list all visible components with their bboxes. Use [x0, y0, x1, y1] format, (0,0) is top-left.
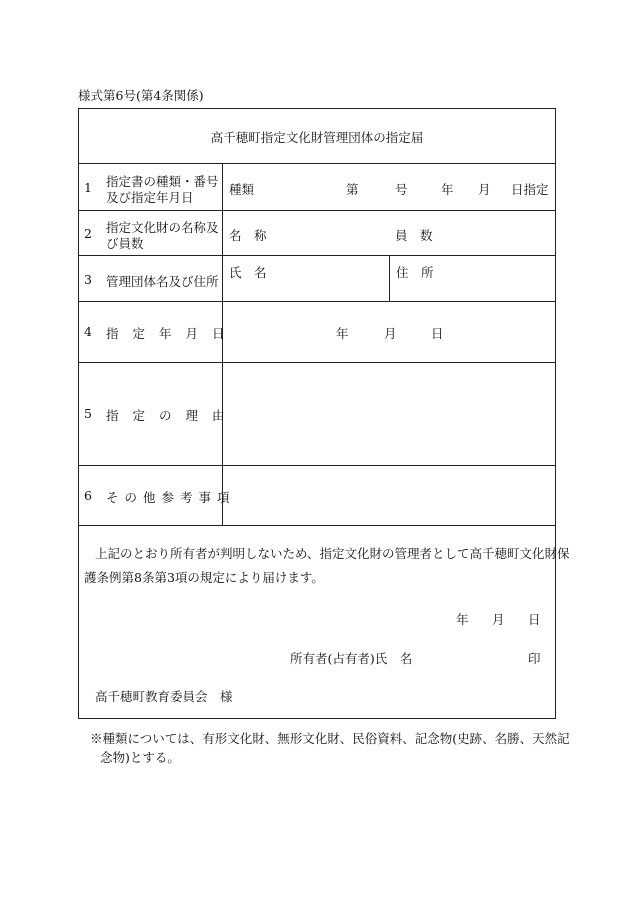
row-1-year-label: 年	[441, 182, 454, 197]
footnote-line2: 念物)とする。	[100, 750, 180, 765]
row-6-number: 6	[84, 488, 92, 503]
row-1-month-label: 月	[478, 182, 491, 197]
row-4-number: 4	[84, 324, 92, 339]
row-3-person-label: 氏 名	[229, 265, 267, 280]
row-1-label-line2: 及び指定年月日	[106, 190, 194, 205]
row-5-number: 5	[84, 406, 92, 421]
row-1-kind-label: 種類	[229, 182, 255, 197]
footnote-line1: ※種類については、有形文化財、無形文化財、民俗資料、記念物(史跡、名勝、天然記	[90, 731, 570, 746]
row-1-label-line1: 指定書の種類・番号	[106, 174, 219, 189]
statement-line1: 上記のとおり所有者が判明しないため、指定文化財の管理者として高千穂町文化財保	[95, 546, 570, 561]
row-1-dai-label: 第	[346, 182, 359, 197]
statement-date-day: 日	[528, 612, 541, 627]
row-4-day-label: 日	[431, 326, 444, 341]
row-1-go-label: 号	[395, 182, 408, 197]
row-4-year-label: 年	[336, 326, 349, 341]
row-2-label-line1: 指定文化財の名称及	[106, 220, 219, 235]
form-reference: 様式第6号(第4条関係)	[78, 88, 204, 103]
row-3-label: 管理団体名及び住所	[106, 274, 219, 289]
row-4-month-label: 月	[384, 326, 397, 341]
form-title: 高千穂町指定文化財管理団体の指定届	[210, 130, 424, 145]
row-1-number: 1	[84, 180, 92, 195]
row-4-label: 指定年月日	[106, 326, 239, 341]
row-2-label-line2: び員数	[106, 236, 144, 251]
row-6-label: その他参考事項	[106, 490, 236, 505]
row-3-address-label: 住 所	[396, 265, 434, 280]
row-2-count-label: 員 数	[395, 228, 433, 243]
owner-label: 所有者(占有者)氏 名	[290, 651, 413, 666]
addressee: 高千穂町教育委員会 様	[95, 689, 233, 704]
row-1-day-designation-label: 日指定	[511, 182, 549, 197]
row-5-label: 指定の理由	[106, 408, 239, 423]
statement-date-month: 月	[492, 612, 505, 627]
row-2-number: 2	[84, 226, 92, 241]
row-2-name-label: 名 称	[229, 228, 267, 243]
row-3-number: 3	[84, 272, 92, 287]
statement-date-year: 年	[456, 612, 469, 627]
statement-line2: 護条例第8条第3項の規定により届けます。	[84, 570, 324, 585]
seal-mark: 印	[528, 651, 541, 666]
